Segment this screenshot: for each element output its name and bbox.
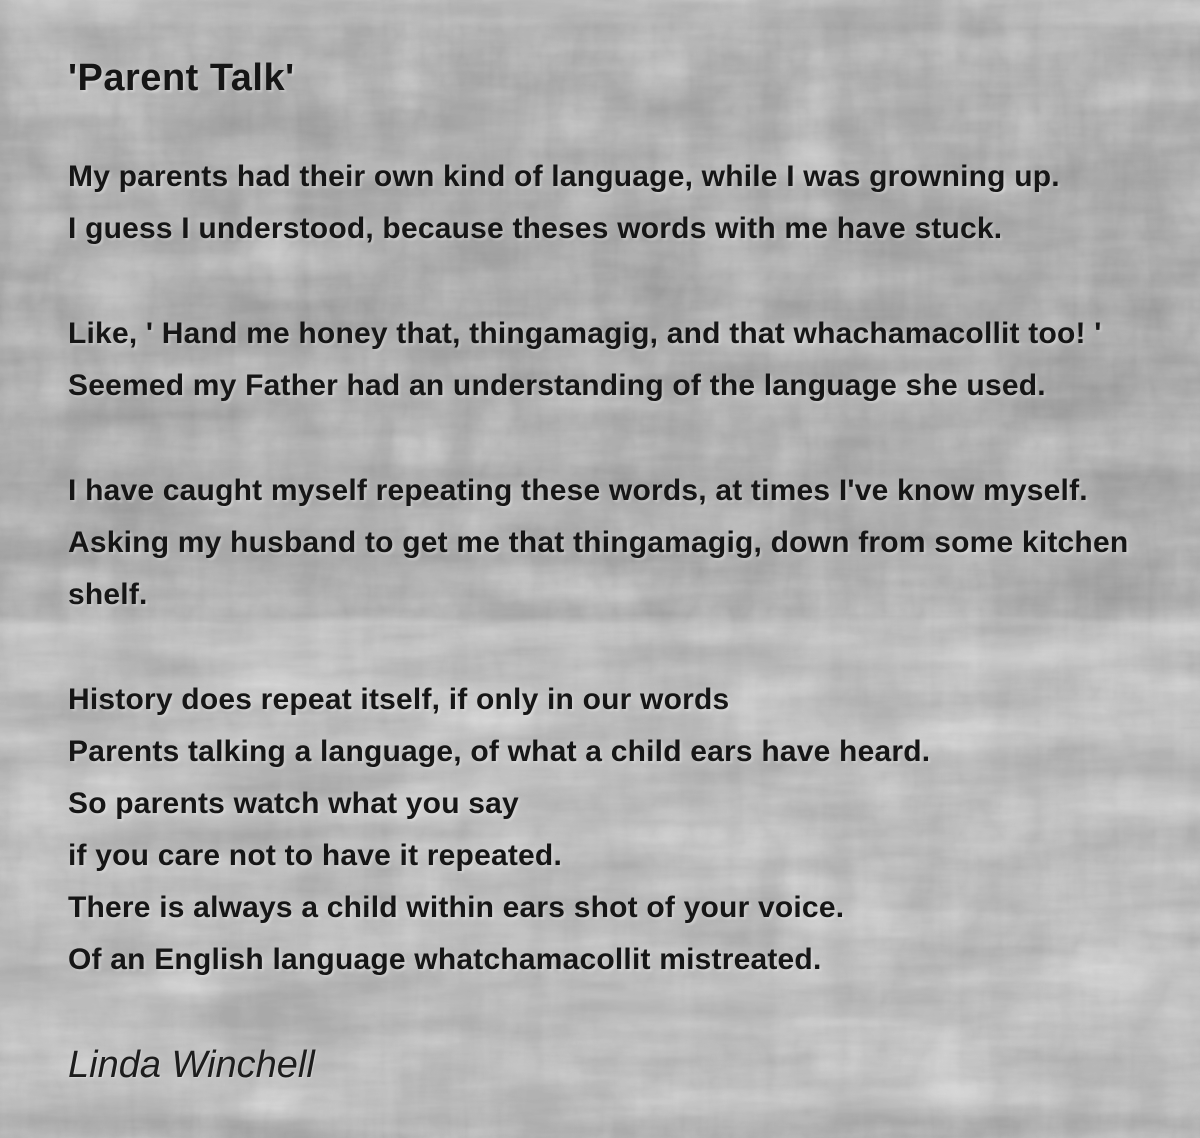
poem-line: My parents had their own kind of language, while I was growning up. — [68, 160, 1060, 193]
poem-line: I have caught myself repeating these words, at times I've know myself. — [68, 474, 1088, 507]
poem-line: I guess I understood, because theses words with me have stuck. — [68, 212, 1003, 245]
poem-line: if you care not to have it repeated. — [68, 839, 562, 872]
poem-title: 'Parent Talk' — [68, 57, 295, 99]
author-signature: Linda Winchell — [68, 1044, 315, 1086]
poem-line: Seemed my Father had an understanding of the language she used. — [68, 369, 1046, 402]
stanza — [68, 151, 1200, 255]
poem-line: Like, ' Hand me honey that, thingamagig, and that whachamacollit too! ' — [68, 317, 1102, 350]
stanza — [68, 465, 1200, 621]
stanza — [68, 308, 1200, 412]
stanza — [68, 674, 1200, 986]
poem-line: So parents watch what you say — [68, 787, 519, 820]
poem-line: Of an English language whatchamacollit mistreated. — [68, 943, 822, 976]
poem-body — [68, 151, 1200, 986]
poem-line: History does repeat itself, if only in our words — [68, 683, 730, 716]
poem-line: Parents talking a language, of what a child ears have heard. — [68, 735, 931, 768]
poem-line: Asking my husband to get me that thingamagig, down from some kitchen — [68, 526, 1129, 559]
poem-line: shelf. — [68, 578, 148, 611]
poem-line: There is always a child within ears shot of your voice. — [68, 891, 845, 924]
